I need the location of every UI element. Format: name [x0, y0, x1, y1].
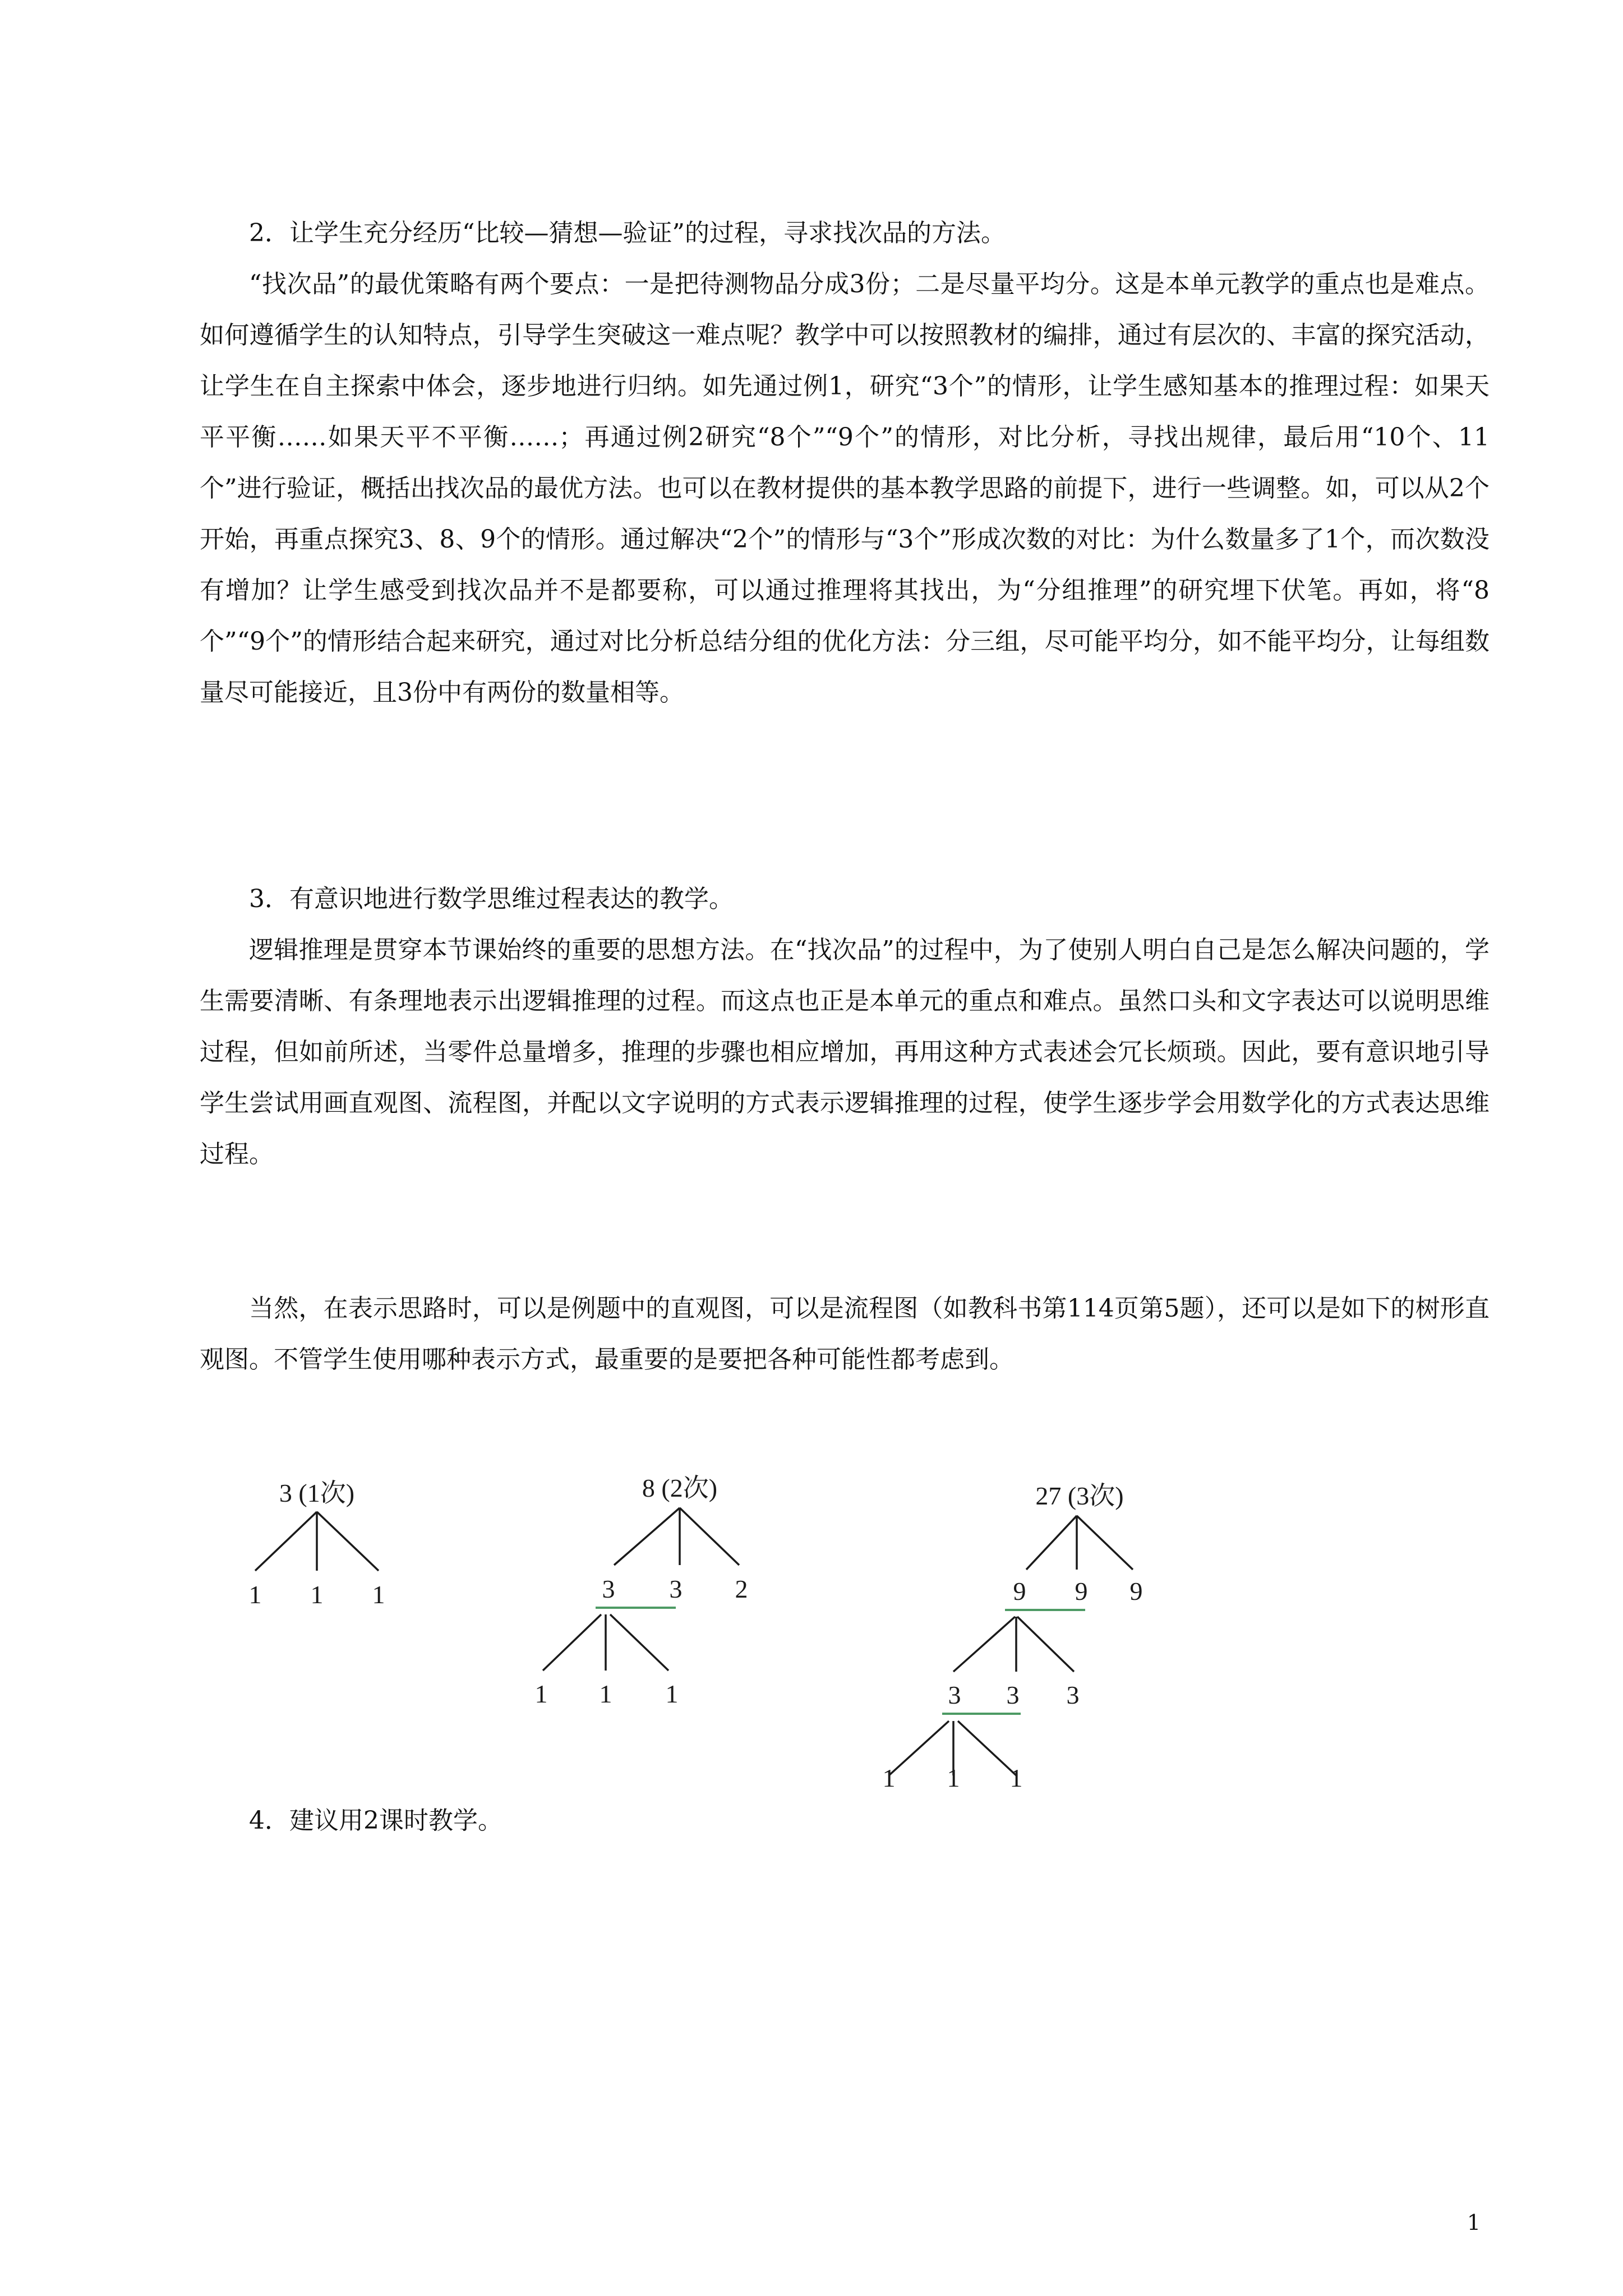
tree2-level1-node: 3 — [602, 1575, 615, 1603]
tree2-level1-node: 3 — [669, 1575, 683, 1603]
diagram-intro-paragraph: 当然，在表示思路时，可以是例题中的直观图，可以是流程图（如教科书第114页第5题），还可以是如下的树形直观图。不管学生使用哪种表示方式，最重要的是要把各种可能性都考虑到。 — [200, 1294, 1490, 1374]
tree3-branch — [889, 1721, 949, 1775]
tree3-root-label: 27 (3次) — [1035, 1481, 1124, 1510]
tree1-leaf: 1 — [372, 1580, 385, 1609]
tree3-level1-node: 9 — [1129, 1577, 1143, 1605]
tree-diagrams — [0, 1436, 1623, 1795]
tree-diagram-3 — [249, 1479, 385, 1609]
logic-paragraph: 逻辑推理是贯穿本节课始终的重要的思想方法。在“找次品”的过程中，为了使别人明白自己是怎么解决问题的，学生需要清晰、有条理地表示出逻辑推理的过程。而这点也正是本单元的重点和难点。虽然口头和文字表达可以说明思维过程，但如前所述，当零件总量增多，推理的步骤也相应增加，再用这种方式表述会冗长烦琐。因此，要有意识地引导学生尝试用画直观图、流程图，并配以文字说明的方式表示逻辑推理的过程，使学生逐步学会用数学化的方式表达思维过程。 — [200, 936, 1490, 1168]
tree2-branch — [610, 1614, 668, 1671]
tree3-level2-node: 3 — [1066, 1681, 1080, 1709]
tree3-branch — [1017, 1617, 1074, 1672]
tree2-leaf: 1 — [534, 1680, 548, 1708]
tree1-branch-right — [317, 1512, 379, 1571]
tree2-leaf: 1 — [665, 1680, 679, 1708]
tree3-level2-node: 3 — [1006, 1681, 1020, 1709]
section-heading-3: 3．有意识地进行数学思维过程表达的教学。 — [249, 885, 734, 913]
tree3-leaf: 1 — [947, 1764, 960, 1792]
tree3-level1-node: 9 — [1075, 1577, 1088, 1605]
tree3-leaf: 1 — [882, 1764, 896, 1792]
tree1-root-label: 3 (1次) — [279, 1479, 355, 1507]
strategy-paragraph: “找次品”的最优策略有两个要点：一是把待测物品分成3份；二是尽量平均分。这是本单元教学的重点也是难点。如何遵循学生的认知特点，引导学生突破这一难点呢？教学中可以按照教材的编排，通过有层次的、丰富的探究活动，让学生在自主探索中体会，逐步地进行归纳。如先通过例1，研究“3个”的情形，让学生感知基本的推理过程：如果天平平衡……如果天平不平衡……；再通过例2研究“8个”“9个”的情形，对比分析，寻找出规律，最后用“10个、11个”进行验证，概括出找次品的最优方法。也可以在教材提供的基本教学思路的前提下，进行一些调整。如，可以从2个开始，再重点探究3、8、9个的情形。通过解决“2个”的情形与“3个”形成次数的对比：为什么数量多了1个，而次数没有增加？让学生感受到找次品并不是都要称，可以通过推理将其找出，为“分组推理”的研究埋下伏笔。再如，将“8个”“9个”的情形结合起来研究，通过对比分析总结分组的优化方法：分三组，尽可能平均分，如不能平均分，让每组数量尽可能接近，且3份中有两份的数量相等。 — [200, 270, 1490, 707]
tree3-level1-node: 9 — [1013, 1577, 1026, 1605]
tree3-leaf: 1 — [1009, 1764, 1023, 1792]
tree3-branch — [1077, 1516, 1133, 1570]
tree1-leaf: 1 — [310, 1580, 324, 1609]
section-heading-4: 4．建议用2课时教学。 — [249, 1806, 502, 1835]
tree2-branch — [543, 1614, 601, 1671]
tree2-leaf: 1 — [599, 1680, 612, 1708]
tree2-branch — [614, 1508, 680, 1565]
tree-diagram-27 — [883, 1481, 1143, 1792]
page-number: 1 — [1467, 2210, 1481, 2235]
tree2-level1-node: 2 — [735, 1575, 748, 1603]
tree1-leaf: 1 — [248, 1580, 262, 1609]
tree2-root-label: 8 (2次) — [642, 1474, 718, 1502]
tree3-branch — [953, 1617, 1015, 1672]
tree-diagram-8 — [535, 1474, 748, 1708]
tree3-branch — [958, 1721, 1016, 1775]
tree3-branch — [1026, 1516, 1077, 1570]
tree3-level2-node: 3 — [948, 1681, 961, 1709]
tree2-branch — [680, 1508, 739, 1565]
section-heading-2: 2．让学生充分经历“比较—猜想—验证”的过程，寻求找次品的方法。 — [249, 219, 1006, 247]
tree1-branch-left — [255, 1512, 317, 1571]
